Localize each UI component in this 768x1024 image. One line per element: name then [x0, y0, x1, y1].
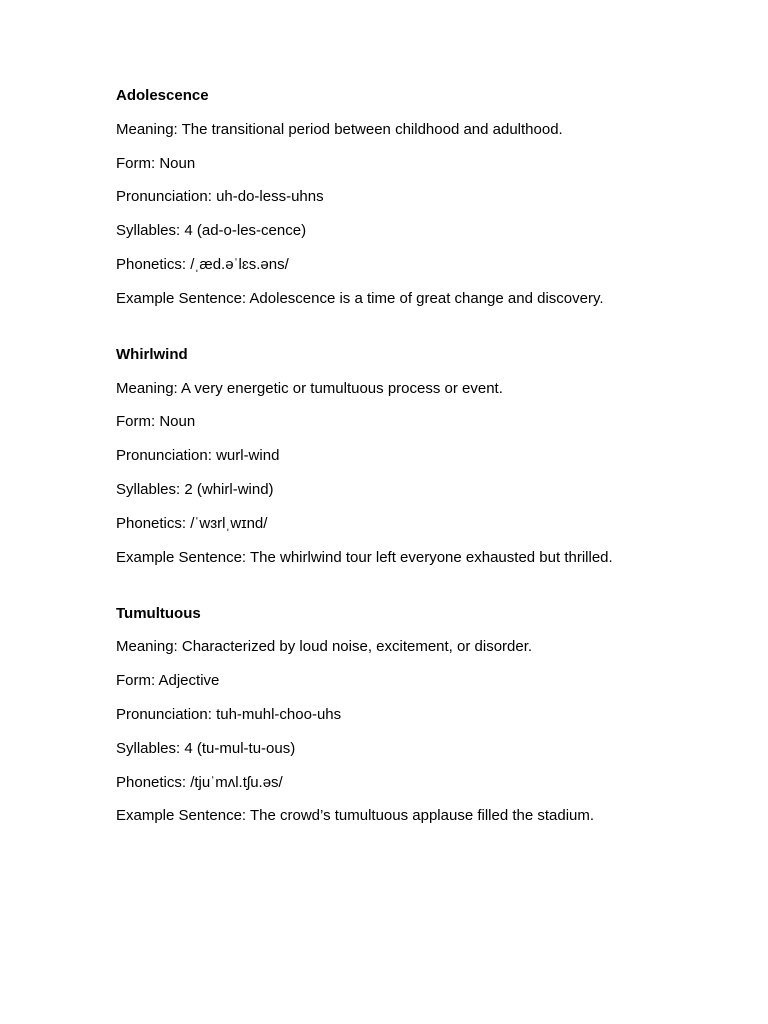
entry-pronunciation: Pronunciation: uh-do-less-uhns [116, 188, 324, 206]
entry-phonetics: Phonetics: /ˈwɜrlˌwɪnd/ [116, 514, 268, 532]
entry-form: Form: Noun [116, 154, 196, 172]
entry-phonetics: Phonetics: /ˌæd.əˈlɛs.əns/ [116, 255, 289, 273]
entry-syllables: Syllables: 4 (ad-o-les-cence) [116, 222, 307, 240]
entry-term: Adolescence [116, 87, 209, 104]
entry-meaning: Meaning: Characterized by loud noise, excitement, or disorder. [116, 638, 533, 656]
entry-phonetics: Phonetics: /tjuˈmʌl.tʃu.əs/ [116, 773, 283, 791]
vocab-entry-adolescence [116, 86, 736, 309]
entry-example: Example Sentence: The whirlwind tour left everyone exhausted but thrilled. [116, 548, 613, 566]
entry-term: Tumultuous [116, 604, 201, 622]
entry-example: Example Sentence: The crowd’s tumultuous applause filled the stadium. [116, 807, 595, 825]
document-page [116, 86, 736, 862]
entry-form: Form: Noun [116, 413, 196, 431]
entry-term: Whirlwind [116, 345, 188, 363]
entry-example: Example Sentence: Adolescence is a time of great change and discovery. [116, 289, 604, 307]
entry-meaning: Meaning: The transitional period between childhood and adulthood. [116, 120, 563, 138]
entry-form: Form: Adjective [116, 672, 220, 690]
entry-meaning: Meaning: A very energetic or tumultuous process or event. [116, 379, 503, 397]
vocab-entry-tumultuous [116, 604, 736, 827]
entry-syllables: Syllables: 4 (tu-mul-tu-ous) [116, 739, 296, 757]
entry-syllables: Syllables: 2 (whirl-wind) [116, 480, 274, 498]
entry-pronunciation: Pronunciation: tuh-muhl-choo-uhs [116, 705, 342, 723]
vocab-entry-whirlwind [116, 345, 736, 568]
entry-pronunciation: Pronunciation: wurl-wind [116, 447, 280, 465]
